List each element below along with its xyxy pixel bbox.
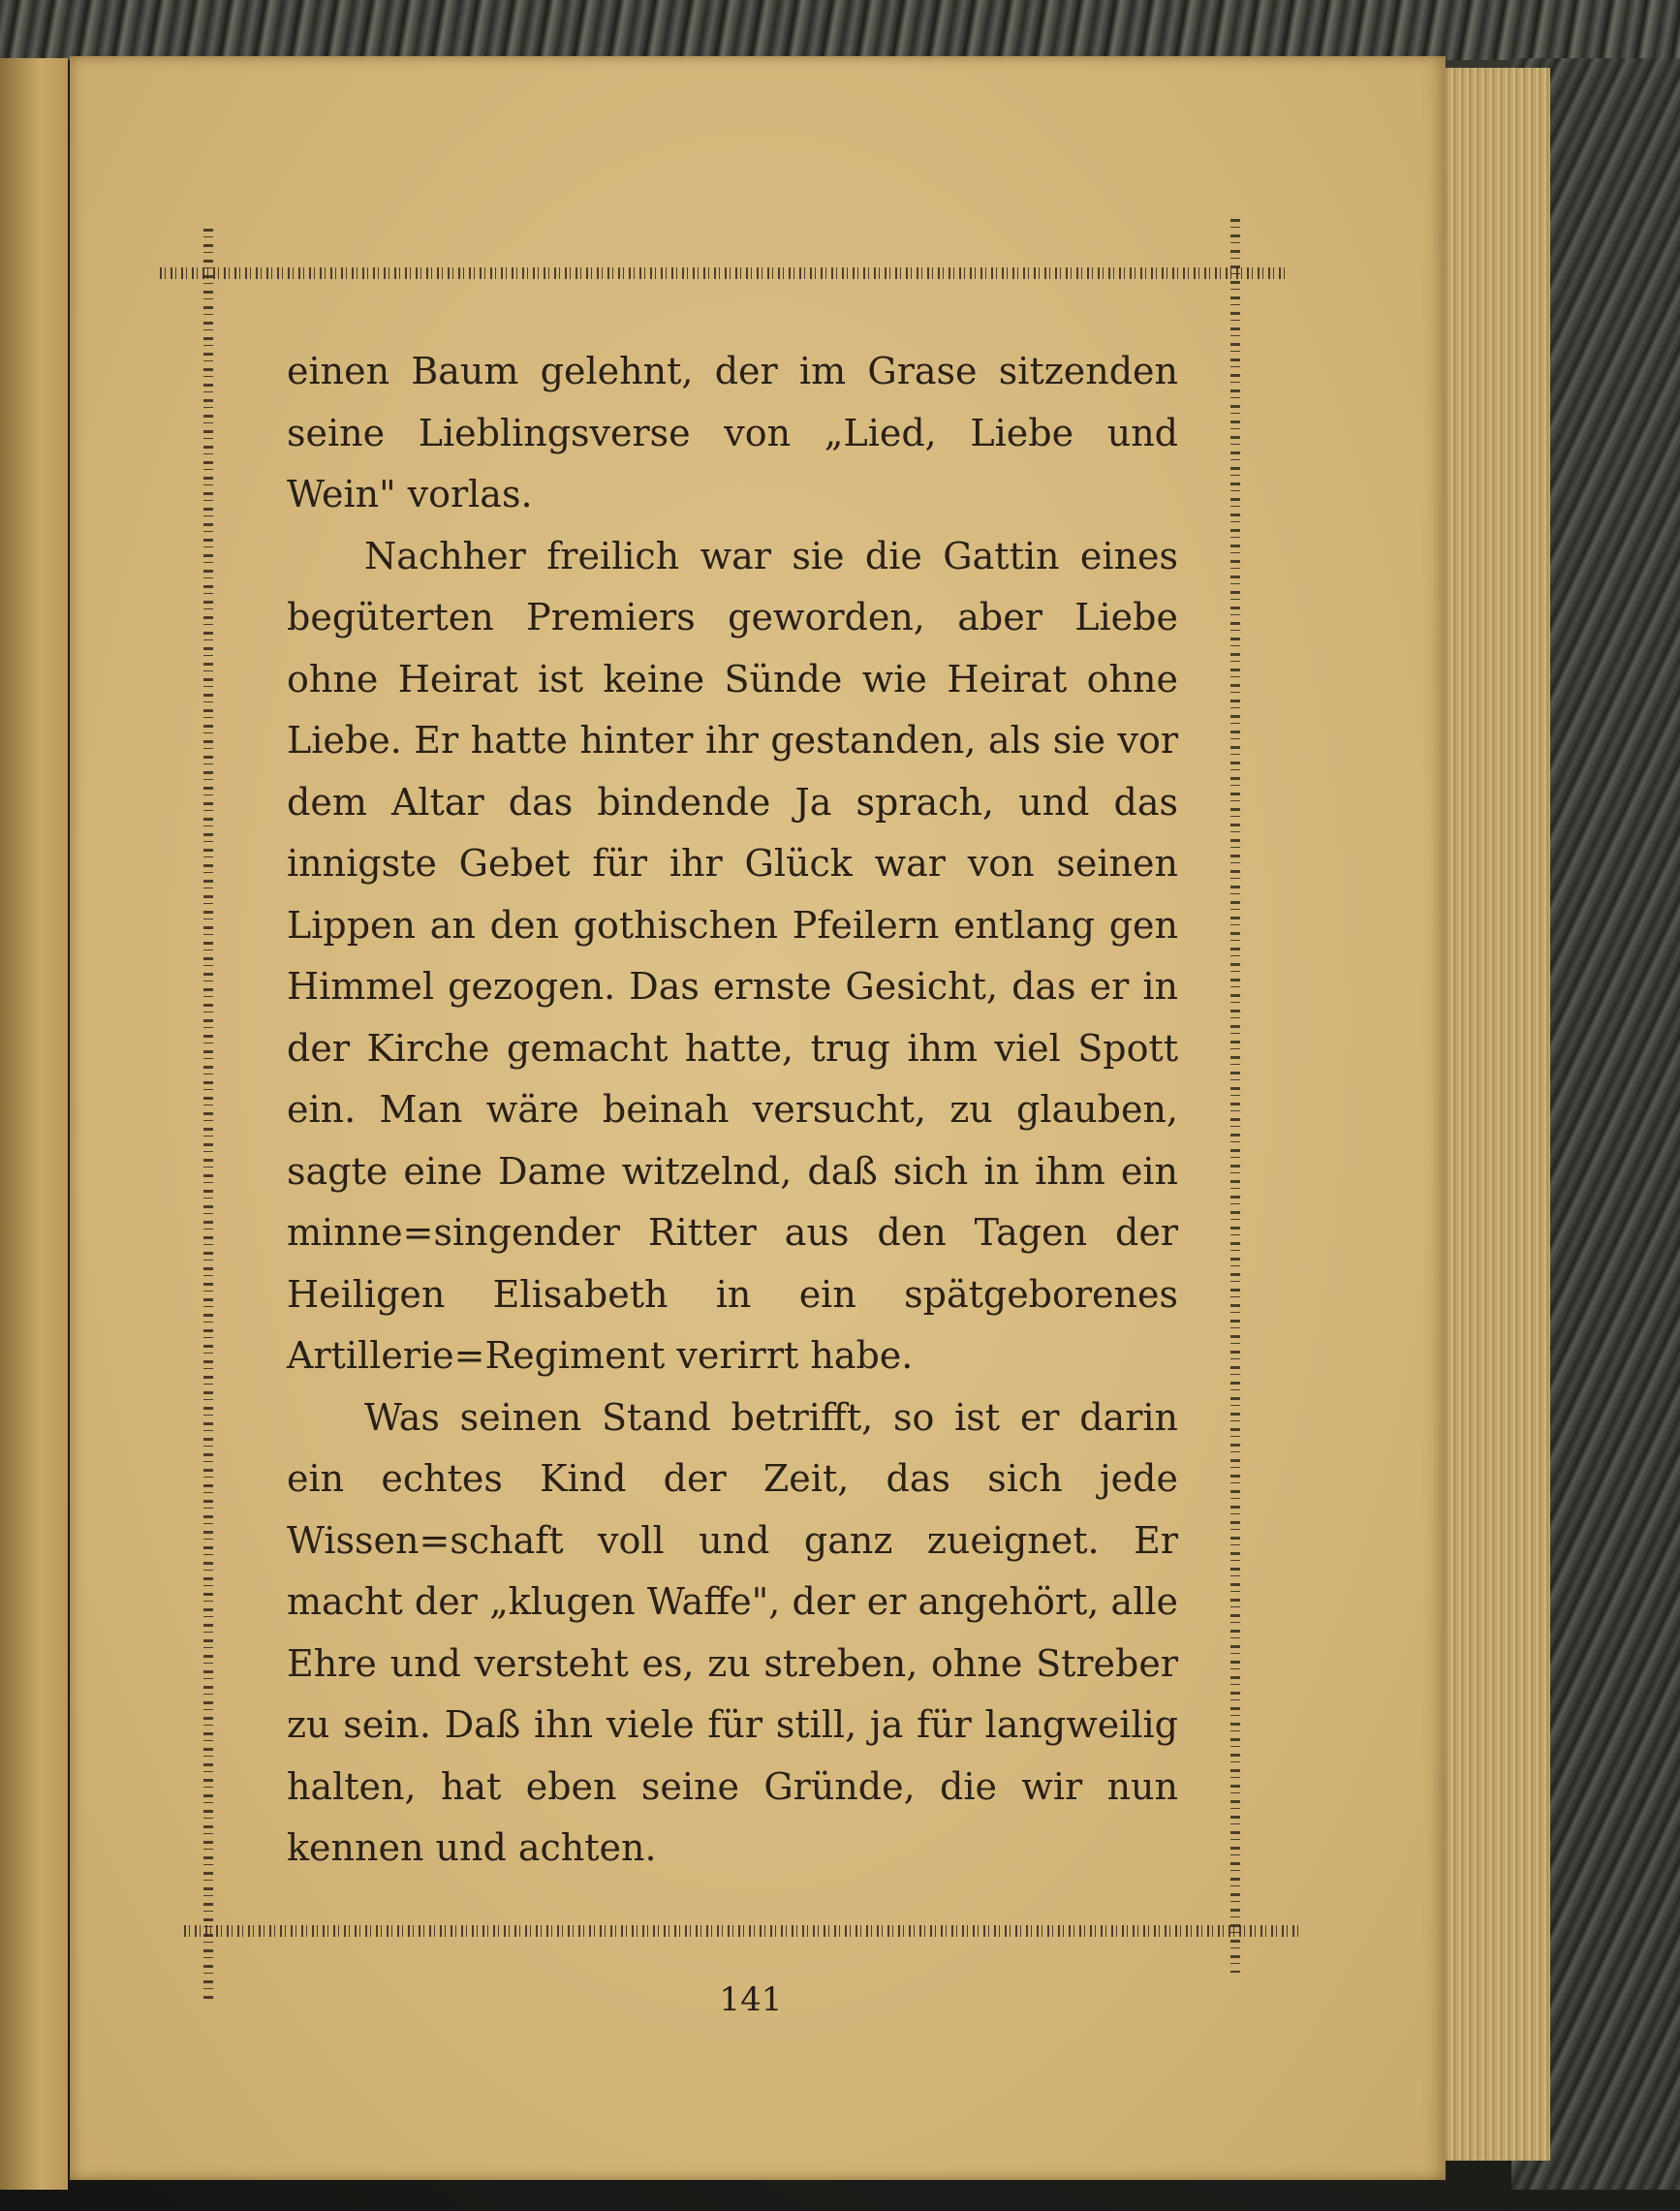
ornament-rule-left [203,229,213,2002]
book-cover-top-edge [0,0,1680,60]
ornament-rule-bottom [184,1925,1303,1937]
paragraph: Was seinen Stand betrifft, so ist er darin ein echtes Kind der Zeit, das sich jede Wissen=schaft voll und ganz zueignet. Er macht der „klugen Waffe", der er angehört, alle Ehre und versteht es, zu streben, ohne Streber zu sein. Daß ihn viele für still, ja für langweilig halten, hat eben seine Gründe, die wir nun kennen und achten. [287,1395,1178,1869]
facing-page-edge [0,58,68,2190]
page-text [287,341,1178,1880]
ornament-rule-right [1230,219,1240,1973]
paragraph: Nachher freilich war sie die Gattin eines begüterten Premiers geworden, aber Liebe ohne Heirat ist keine Sünde wie Heirat ohne Liebe. Er hatte hinter ihr gestanden, als sie vor dem Altar das bindende Ja sprach, und das innigste Gebet für ihr Glück war von seinen Lippen an den gothischen Pfeilern entlang gen Himmel gezogen. Das ernste Gesicht, das er in der Kirche gemacht hatte, trug ihm viel Spott ein. Man wäre beinah versucht, zu glauben, sagte eine Dame witzelnd, daß sich in ihm ein minne=singender Ritter aus den Tagen der Heiligen Elisabeth in ein spätgeborenes Artillerie=Regiment verirrt habe. [287,534,1178,1377]
page-number: 141 [719,1980,783,2019]
paragraph: einen Baum gelehnt, der im Grase sitzenden seine Lieblingsverse von „Lied, Liebe und Wein" vorlas. [287,350,1178,515]
page-stack-edge [1434,68,1550,2161]
ornament-rule-top [160,267,1286,279]
